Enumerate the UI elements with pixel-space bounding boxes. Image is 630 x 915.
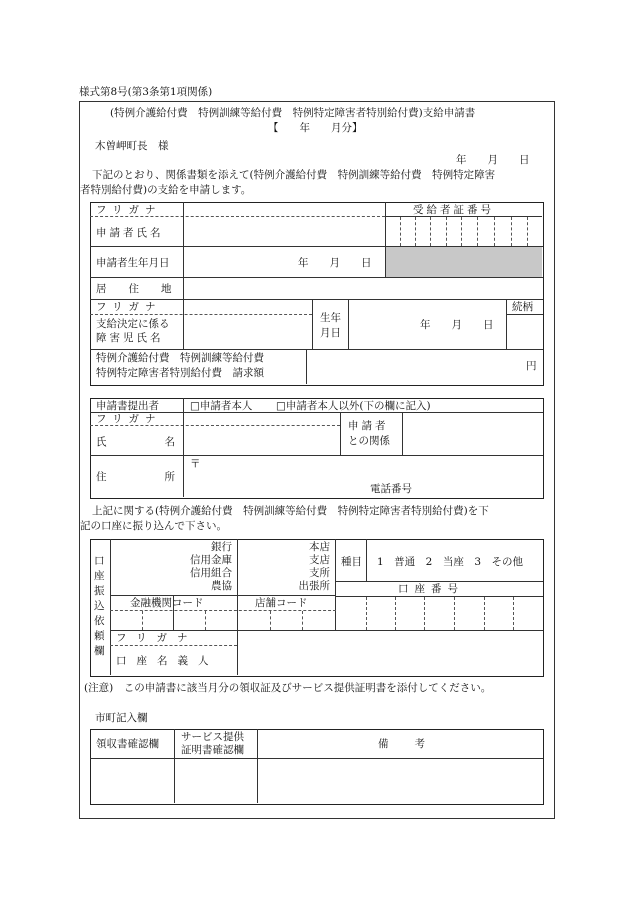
intro-text-2: 者特別給付費)の支給を申請します。 (80, 184, 252, 196)
holder-furigana-label: フリガナ (116, 632, 198, 644)
branch-type-1: 本店 (309, 541, 330, 553)
transfer-text-2: 記の口座に振り込んで下さい。 (80, 520, 227, 532)
child-name-label-1: 支給決定に係る (96, 318, 170, 330)
account-number-label: 口座番号 (398, 583, 464, 595)
bank-type-4: 農協 (211, 580, 232, 592)
side-label-5: 依 (94, 615, 105, 627)
side-label-7: 欄 (94, 645, 105, 657)
note-text: (注意) この申請書に該当月分の領収証及びサービス提供証明書を添付してください。 (84, 682, 492, 694)
branch-type-3: 支所 (309, 567, 330, 579)
phone-label: 電話番号 (370, 483, 412, 495)
bank-code-label: 金融機関コード (130, 597, 204, 609)
furigana-label-2: フリガナ (96, 301, 162, 313)
child-name-label-2: 障害児氏名 (96, 332, 164, 344)
yen-unit: 円 (526, 360, 537, 372)
side-label-6: 頼 (94, 630, 105, 642)
recipient-number-label: 受給者証番号 (413, 204, 494, 216)
residence-label: 居住地 (96, 283, 194, 295)
submitter-address-label: 住所 (96, 471, 233, 483)
transfer-text-1: 上記に関する(特例介護給付費 特例訓練等給付費 特例特定障害者特別給付費)を下 (92, 505, 489, 517)
furigana-label: フリガナ (96, 204, 162, 216)
branch-type-2: 支店 (309, 554, 330, 566)
remarks-header: 備考 (378, 738, 451, 750)
dob-label: 申請者生年月日 (96, 257, 170, 269)
birth-value: 年 月 日 (420, 319, 494, 331)
bank-type-1: 銀行 (211, 541, 232, 553)
relation-label-2: との関係 (348, 435, 390, 447)
bank-type-3: 信用組合 (190, 567, 232, 579)
account-holder-label: 口座名義人 (116, 655, 219, 667)
relation-label-1: 申請者 (348, 420, 389, 432)
claim-label-1: 特例介護給付費 特例訓練等給付費 (96, 352, 264, 364)
account-kind-label: 種目 (341, 556, 362, 568)
option-self[interactable]: □申請者本人 (190, 400, 253, 412)
branch-type-4: 出張所 (298, 580, 330, 592)
receipt-check-header: 領収書確認欄 (96, 738, 159, 750)
side-label-2: 座 (94, 570, 105, 582)
intro-text-1: 下記のとおり、関係書類を添えて(特例介護給付費 特例訓練等給付費 特例特定障害 (92, 169, 496, 181)
option-other[interactable]: □申請者本人以外(下の欄に記入) (276, 400, 431, 412)
dob-value: 年 月 日 (298, 257, 372, 269)
account-kind-options: 1 普通 2 当座 3 その他 (377, 556, 524, 568)
submitter-label: 申請書提出者 (96, 400, 159, 412)
form-period: 【 年 月分】 (268, 122, 363, 134)
side-label-1: 口 (94, 555, 105, 567)
submitter-name-label: 氏名 (96, 436, 233, 448)
postal-mark: 〒 (190, 458, 201, 470)
addressee: 木曽岬町長 様 (95, 140, 169, 152)
side-label-4: 込 (94, 600, 105, 612)
application-date: 年 月 日 (456, 154, 530, 166)
branch-code-label: 店舗コード (255, 597, 308, 609)
birth-label-1: 生年 (320, 312, 341, 324)
birth-label-2: 月日 (320, 327, 341, 339)
service-proof-header-2: 証明書確認欄 (181, 744, 244, 756)
municipal-heading: 市町記入欄 (95, 712, 148, 724)
form-code: 様式第8号(第3条第1項関係) (79, 86, 213, 98)
service-proof-header-1: サービス提供 (181, 731, 244, 743)
submitter-furigana-label: フリガナ (96, 413, 162, 425)
claim-label-2: 特例特定障害者特別給付費 請求額 (96, 367, 264, 379)
bank-type-2: 信用金庫 (190, 554, 232, 566)
form-title: (特例介護給付費 特例訓練等給付費 特例特定障害者特別給付費)支給申請書 (110, 107, 476, 119)
side-label-3: 振 (94, 585, 105, 597)
applicant-name-label: 申請者氏名 (96, 227, 164, 239)
relation-label: 続柄 (512, 301, 533, 313)
